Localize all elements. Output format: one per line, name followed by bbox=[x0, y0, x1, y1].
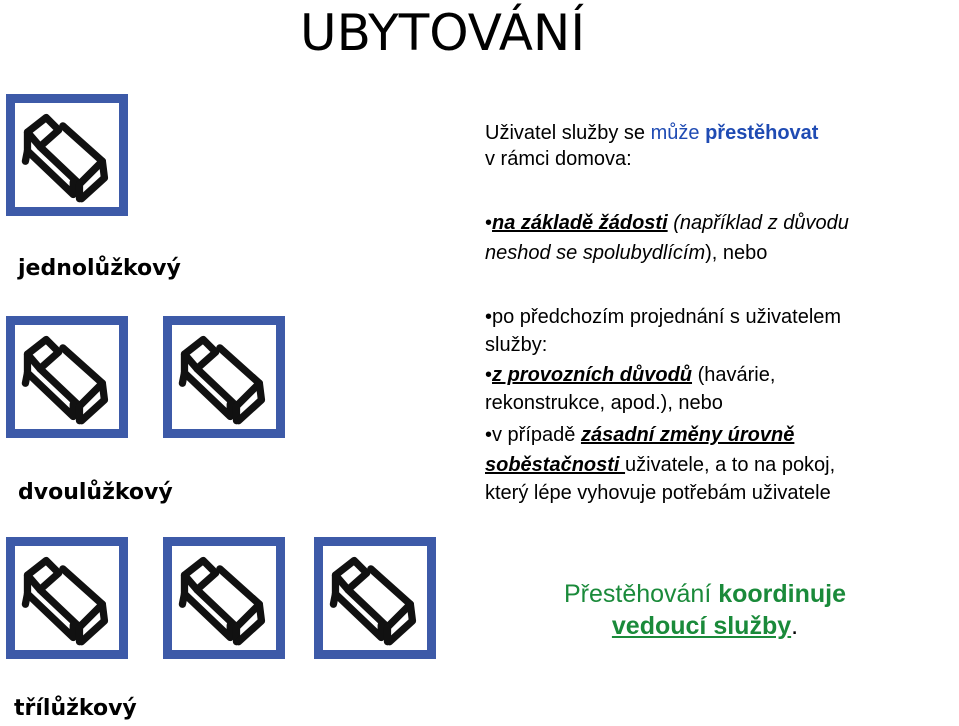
room-label-single: jednolůžkový bbox=[18, 256, 181, 281]
bed-icon bbox=[172, 325, 276, 429]
sub-bullet-operational-line-2: rekonstrukce, apod.), nebo bbox=[485, 392, 723, 414]
bullet-dot: • bbox=[485, 212, 493, 234]
coordination-manager: vedoucí služby bbox=[611, 612, 792, 640]
sub-bullet-change-bold-2: soběstačnosti bbox=[485, 454, 626, 476]
bullet-dot: • bbox=[485, 364, 493, 386]
intro-line-2: v rámci domova: bbox=[485, 148, 632, 170]
bullet-request-reason: neshod se spolubydlícím bbox=[485, 242, 706, 264]
sub-bullet-operational-bold: z provozních důvodů bbox=[492, 364, 693, 386]
room-label-double: dvoulůžkový bbox=[18, 480, 173, 505]
bed-icon bbox=[15, 103, 119, 207]
bed-sign bbox=[6, 94, 128, 216]
bullet-request-italic: (například z důvodu bbox=[667, 212, 849, 234]
bed-icon bbox=[15, 546, 119, 650]
bullet-request-line-2 bbox=[485, 240, 767, 266]
sub-bullet-change-line-2 bbox=[485, 452, 835, 478]
intro-line-1 bbox=[485, 120, 818, 146]
bullet-request-bold: na základě žádosti bbox=[492, 212, 668, 234]
sub-bullet-operational bbox=[485, 362, 775, 388]
page-title: UBYTOVÁNÍ bbox=[300, 4, 586, 62]
room-label-triple: třílůžkový bbox=[14, 696, 137, 721]
bullet-agreement-line-1: •po předchozím projednání s uživatelem bbox=[485, 306, 842, 328]
bed-sign bbox=[314, 537, 436, 659]
bullet-request-line-1 bbox=[485, 210, 849, 236]
intro-text: Uživatel služby se bbox=[485, 122, 651, 144]
bullet-agreement-line-2: služby: bbox=[485, 334, 548, 356]
sub-bullet-change-tail: uživatele, a to na pokoj, bbox=[625, 454, 836, 476]
coordination-note bbox=[500, 578, 910, 642]
coordination-verb: koordinuje bbox=[718, 580, 847, 608]
intro-may: může bbox=[650, 122, 706, 144]
sub-bullet-operational-tail: (havárie, bbox=[692, 364, 776, 386]
sub-bullet-change-line-3: který lépe vyhovuje potřebám uživatele bbox=[485, 482, 831, 504]
bed-sign bbox=[6, 316, 128, 438]
sub-bullet-change-pre: •v případě bbox=[485, 424, 581, 446]
coordination-line-2 bbox=[500, 610, 910, 642]
bed-sign bbox=[163, 316, 285, 438]
bed-sign bbox=[163, 537, 285, 659]
bed-icon bbox=[172, 546, 276, 650]
intro-move: přestěhovat bbox=[705, 122, 819, 144]
sub-bullet-change bbox=[485, 422, 794, 448]
coordination-text: Přestěhování bbox=[563, 580, 719, 608]
bed-sign bbox=[6, 537, 128, 659]
coordination-period: . bbox=[791, 612, 799, 640]
coordination-line-1 bbox=[500, 578, 910, 610]
bed-icon bbox=[323, 546, 427, 650]
bullet-request-tail: ), nebo bbox=[705, 242, 768, 264]
bed-icon bbox=[15, 325, 119, 429]
sub-bullet-change-bold: zásadní změny úrovně bbox=[580, 424, 795, 446]
